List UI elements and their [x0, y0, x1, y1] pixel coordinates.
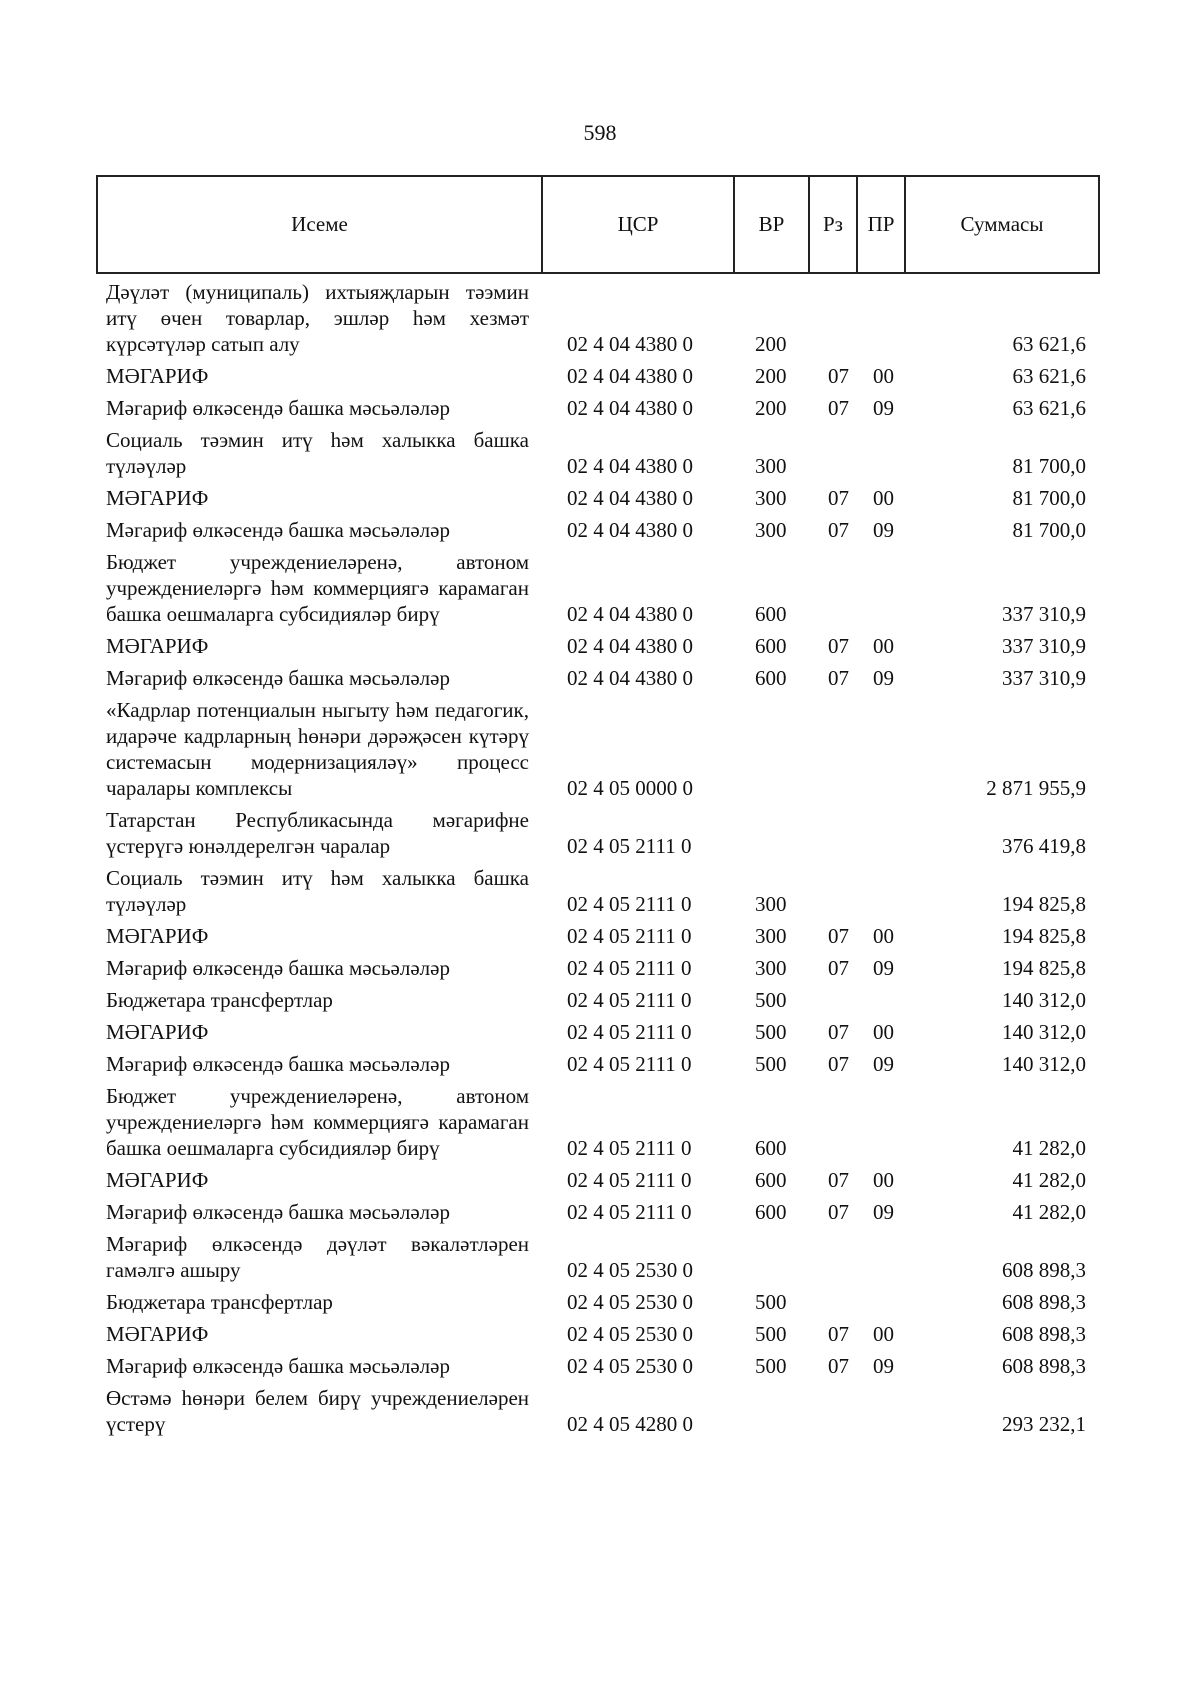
cell-vr — [733, 804, 808, 862]
cell-name: Бюджет учреждениеләренә, автоном учреждениеләргә һәм коммерциягә карамаган башка оешмаларга субсидияләр бирү — [106, 550, 529, 626]
cell-rz — [808, 862, 856, 920]
table-row — [96, 1048, 1098, 1080]
cell-sum: 293 232,1 — [1002, 1412, 1086, 1436]
cell-vr: 600 — [755, 1200, 787, 1224]
cell-csr: 02 4 05 2111 0 — [567, 956, 692, 980]
cell-pr — [856, 804, 904, 862]
cell-sum: 140 312,0 — [1002, 1052, 1086, 1076]
cell-pr: 09 — [873, 518, 894, 542]
header-pr: ПР — [857, 176, 905, 273]
cell-sum: 194 825,8 — [1002, 956, 1086, 980]
cell-pr — [856, 984, 904, 1016]
table-body — [96, 276, 1098, 1440]
cell-sum: 81 700,0 — [1012, 486, 1086, 510]
cell-vr: 500 — [755, 1322, 787, 1346]
cell-csr: 02 4 05 4280 0 — [567, 1412, 693, 1436]
cell-csr: 02 4 05 0000 0 — [567, 776, 693, 800]
header-name: Исеме — [97, 176, 542, 273]
table-row — [96, 862, 1098, 920]
table-row — [96, 1164, 1098, 1196]
cell-name: Бюджетара трансфертлар — [106, 988, 333, 1012]
cell-vr: 500 — [755, 1020, 787, 1044]
cell-vr: 200 — [755, 396, 787, 420]
cell-csr: 02 4 05 2111 0 — [567, 1052, 692, 1076]
cell-name: Мәгариф өлкәсендә башка мәсьәләләр — [106, 956, 450, 980]
cell-vr: 200 — [755, 364, 787, 388]
cell-sum: 376 419,8 — [1002, 834, 1086, 858]
cell-pr — [856, 1286, 904, 1318]
cell-vr: 300 — [755, 956, 787, 980]
cell-pr: 09 — [873, 956, 894, 980]
cell-csr: 02 4 04 4380 0 — [567, 332, 693, 356]
cell-sum: 608 898,3 — [1002, 1290, 1086, 1314]
cell-name: Мәгариф өлкәсендә башка мәсьәләләр — [106, 1200, 450, 1224]
table-row — [96, 1228, 1098, 1286]
cell-csr: 02 4 04 4380 0 — [567, 666, 693, 690]
cell-rz: 07 — [828, 666, 849, 690]
cell-sum: 337 310,9 — [1002, 602, 1086, 626]
cell-csr: 02 4 05 2111 0 — [567, 892, 692, 916]
cell-pr — [856, 276, 904, 360]
cell-name: МӘГАРИФ — [106, 1168, 209, 1192]
cell-name: Дәүләт (муниципаль) ихтыяҗларын тәэмин итү өчен товарлар, эшләр һәм хезмәт күрсәтүләр сатып алу — [106, 280, 529, 356]
cell-name: Татарстан Республикасында мәгарифне үстерүгә юнәлдерелгән чаралар — [106, 808, 529, 858]
cell-name: МӘГАРИФ — [106, 924, 209, 948]
table-row — [96, 804, 1098, 862]
cell-vr — [733, 1228, 808, 1286]
cell-name: МӘГАРИФ — [106, 1322, 209, 1346]
cell-rz: 07 — [828, 1020, 849, 1044]
cell-rz — [808, 1228, 856, 1286]
cell-name: Бюджет учреждениеләренә, автоном учреждениеләргә һәм коммерциягә карамаган башка оешмаларга субсидияләр бирү — [106, 1084, 529, 1160]
cell-sum: 41 282,0 — [1012, 1136, 1086, 1160]
table-row — [96, 984, 1098, 1016]
cell-sum: 608 898,3 — [1002, 1258, 1086, 1282]
table-row — [96, 392, 1098, 424]
cell-vr: 200 — [755, 332, 787, 356]
cell-vr: 300 — [755, 486, 787, 510]
cell-rz — [808, 546, 856, 630]
table-row — [96, 1286, 1098, 1318]
cell-pr: 00 — [873, 1020, 894, 1044]
cell-csr: 02 4 05 2111 0 — [567, 1020, 692, 1044]
cell-pr: 00 — [873, 364, 894, 388]
budget-table — [96, 276, 1098, 1440]
cell-sum: 41 282,0 — [1012, 1200, 1086, 1224]
cell-pr: 09 — [873, 1200, 894, 1224]
table-header — [96, 175, 1100, 274]
cell-name: МӘГАРИФ — [106, 486, 209, 510]
cell-csr: 02 4 05 2530 0 — [567, 1290, 693, 1314]
cell-pr: 00 — [873, 634, 894, 658]
cell-rz — [808, 276, 856, 360]
cell-rz: 07 — [828, 1168, 849, 1192]
table-row — [96, 482, 1098, 514]
table-row — [96, 1196, 1098, 1228]
cell-rz — [808, 424, 856, 482]
cell-rz: 07 — [828, 396, 849, 420]
cell-vr: 500 — [755, 1354, 787, 1378]
cell-rz: 07 — [828, 924, 849, 948]
cell-sum: 140 312,0 — [1002, 1020, 1086, 1044]
table-row — [96, 1382, 1098, 1440]
table-row — [96, 920, 1098, 952]
cell-vr: 300 — [755, 454, 787, 478]
cell-vr: 600 — [755, 634, 787, 658]
header-sum: Суммасы — [905, 176, 1099, 273]
cell-csr: 02 4 05 2111 0 — [567, 1168, 692, 1192]
cell-name: Мәгариф өлкәсендә башка мәсьәләләр — [106, 396, 450, 420]
cell-csr: 02 4 05 2111 0 — [567, 834, 692, 858]
cell-name: Бюджетара трансфертлар — [106, 1290, 333, 1314]
table-row — [96, 630, 1098, 662]
cell-sum: 608 898,3 — [1002, 1322, 1086, 1346]
cell-pr — [856, 1228, 904, 1286]
cell-vr: 500 — [755, 988, 787, 1012]
cell-sum: 2 871 955,9 — [986, 776, 1086, 800]
cell-csr: 02 4 05 2530 0 — [567, 1354, 693, 1378]
cell-pr — [856, 424, 904, 482]
cell-pr: 00 — [873, 1322, 894, 1346]
cell-vr: 300 — [755, 518, 787, 542]
table-row — [96, 276, 1098, 360]
cell-sum: 140 312,0 — [1002, 988, 1086, 1012]
cell-rz — [808, 804, 856, 862]
table-row — [96, 1318, 1098, 1350]
cell-csr: 02 4 04 4380 0 — [567, 518, 693, 542]
cell-pr: 09 — [873, 1354, 894, 1378]
cell-rz: 07 — [828, 364, 849, 388]
cell-csr: 02 4 04 4380 0 — [567, 486, 693, 510]
cell-name: МӘГАРИФ — [106, 364, 209, 388]
cell-pr — [856, 1080, 904, 1164]
cell-csr: 02 4 05 2111 0 — [567, 1136, 692, 1160]
cell-vr: 300 — [755, 892, 787, 916]
cell-rz: 07 — [828, 1354, 849, 1378]
cell-name: Социаль тәэмин итү һәм халыкка башка түләүләр — [106, 866, 529, 916]
cell-vr: 600 — [755, 602, 787, 626]
cell-vr: 500 — [755, 1052, 787, 1076]
header-rz: Рз — [809, 176, 857, 273]
cell-name: Мәгариф өлкәсендә башка мәсьәләләр — [106, 1354, 450, 1378]
table-row — [96, 1080, 1098, 1164]
cell-csr: 02 4 04 4380 0 — [567, 364, 693, 388]
cell-sum: 63 621,6 — [1012, 364, 1086, 388]
cell-rz: 07 — [828, 1322, 849, 1346]
cell-csr: 02 4 04 4380 0 — [567, 396, 693, 420]
cell-sum: 337 310,9 — [1002, 666, 1086, 690]
cell-csr: 02 4 05 2111 0 — [567, 988, 692, 1012]
cell-csr: 02 4 05 2111 0 — [567, 924, 692, 948]
cell-rz: 07 — [828, 1052, 849, 1076]
cell-pr: 09 — [873, 396, 894, 420]
cell-rz: 07 — [828, 518, 849, 542]
cell-rz: 07 — [828, 634, 849, 658]
cell-sum: 608 898,3 — [1002, 1354, 1086, 1378]
cell-name: Мәгариф өлкәсендә башка мәсьәләләр — [106, 666, 450, 690]
cell-sum: 41 282,0 — [1012, 1168, 1086, 1192]
cell-rz — [808, 1382, 856, 1440]
cell-csr: 02 4 04 4380 0 — [567, 454, 693, 478]
cell-name: МӘГАРИФ — [106, 634, 209, 658]
cell-csr: 02 4 05 2530 0 — [567, 1258, 693, 1282]
table-row — [96, 424, 1098, 482]
cell-sum: 63 621,6 — [1012, 332, 1086, 356]
cell-rz: 07 — [828, 486, 849, 510]
cell-name: МӘГАРИФ — [106, 1020, 209, 1044]
table-row — [96, 360, 1098, 392]
page-number: 598 — [583, 120, 617, 145]
cell-rz: 07 — [828, 1200, 849, 1224]
table-row — [96, 546, 1098, 630]
cell-csr: 02 4 05 2530 0 — [567, 1322, 693, 1346]
cell-vr — [733, 694, 808, 804]
cell-pr: 00 — [873, 486, 894, 510]
header-csr: ЦСР — [542, 176, 734, 273]
table-row — [96, 952, 1098, 984]
cell-vr: 600 — [755, 1168, 787, 1192]
table-row — [96, 1350, 1098, 1382]
cell-csr: 02 4 05 2111 0 — [567, 1200, 692, 1224]
cell-pr — [856, 694, 904, 804]
cell-name: Мәгариф өлкәсендә башка мәсьәләләр — [106, 1052, 450, 1076]
cell-name: Мәгариф өлкәсендә башка мәсьәләләр — [106, 518, 450, 542]
cell-name: «Кадрлар потенциалын ныгыту һәм педагогик, идарәче кадрларның һөнәри дәрәҗәсен күтәрү системасын модернизацияләү» процесс чаралары комплексы — [106, 698, 529, 800]
cell-sum: 81 700,0 — [1012, 454, 1086, 478]
cell-sum: 337 310,9 — [1002, 634, 1086, 658]
cell-name: Мәгариф өлкәсендә дәүләт вәкаләтләрен гамәлгә ашыру — [106, 1232, 529, 1282]
table-row — [96, 694, 1098, 804]
cell-sum: 81 700,0 — [1012, 518, 1086, 542]
table-row — [96, 662, 1098, 694]
cell-sum: 63 621,6 — [1012, 396, 1086, 420]
cell-rz — [808, 1080, 856, 1164]
cell-vr: 300 — [755, 924, 787, 948]
table-row — [96, 1016, 1098, 1048]
cell-vr — [733, 1382, 808, 1440]
table-row — [96, 514, 1098, 546]
cell-pr: 09 — [873, 1052, 894, 1076]
cell-rz — [808, 1286, 856, 1318]
cell-name: Өстәмә һөнәри белем бирү учреждениеләрен үстерү — [106, 1386, 529, 1436]
cell-pr: 00 — [873, 1168, 894, 1192]
cell-pr: 00 — [873, 924, 894, 948]
cell-vr: 600 — [755, 1136, 787, 1160]
cell-rz: 07 — [828, 956, 849, 980]
cell-pr — [856, 1382, 904, 1440]
cell-csr: 02 4 04 4380 0 — [567, 602, 693, 626]
cell-rz — [808, 984, 856, 1016]
cell-pr — [856, 546, 904, 630]
cell-sum: 194 825,8 — [1002, 924, 1086, 948]
header-vr: ВР — [734, 176, 809, 273]
cell-sum: 194 825,8 — [1002, 892, 1086, 916]
cell-pr — [856, 862, 904, 920]
cell-vr: 500 — [755, 1290, 787, 1314]
cell-csr: 02 4 04 4380 0 — [567, 634, 693, 658]
cell-rz — [808, 694, 856, 804]
cell-name: Социаль тәэмин итү һәм халыкка башка түләүләр — [106, 428, 529, 478]
cell-vr: 600 — [755, 666, 787, 690]
cell-pr: 09 — [873, 666, 894, 690]
